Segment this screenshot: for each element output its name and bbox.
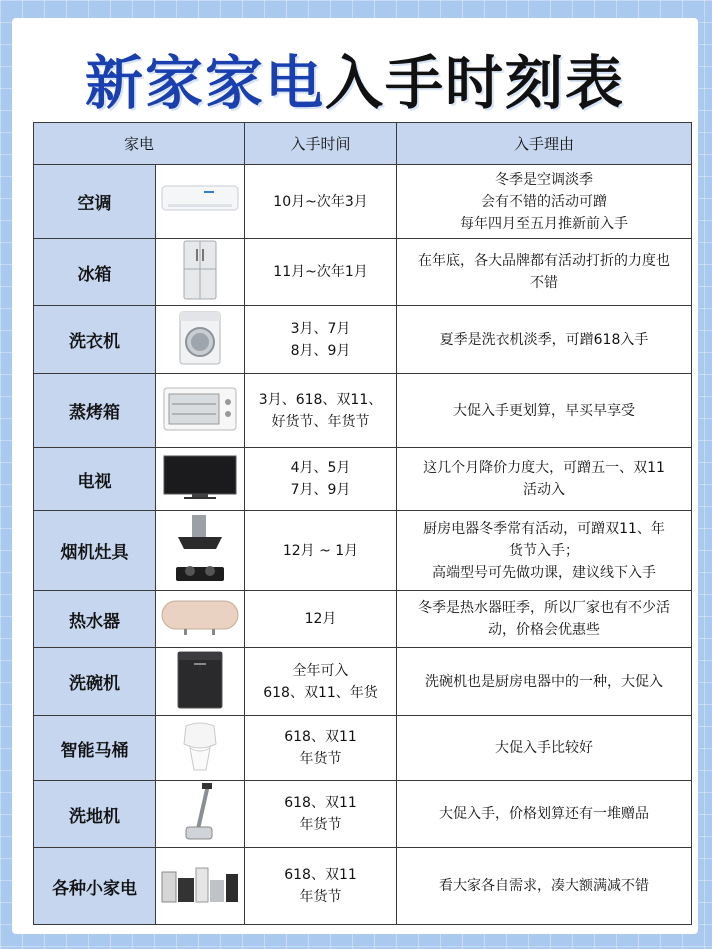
table-row [34, 165, 692, 239]
appliance-image-cell [156, 648, 245, 716]
floor-washer-icon [182, 781, 218, 847]
purchase-reason: 冬季是空调淡季 会有不错的活动可蹭 每年四月至五月推新前入手 [397, 165, 692, 239]
appliance-name: 蒸烤箱 [34, 374, 156, 448]
table-row [34, 716, 692, 781]
appliance-image-cell [156, 374, 245, 448]
appliance-name: 热水器 [34, 591, 156, 648]
header-appliance: 家电 [34, 123, 245, 165]
purchase-reason: 大促入手比较好 [397, 716, 692, 781]
water-heater-icon [160, 597, 240, 641]
appliance-name: 各种小家电 [34, 848, 156, 925]
purchase-time: 3月、7月 8月、9月 [245, 306, 397, 374]
purchase-reason: 大促入手更划算，早买早享受 [397, 374, 692, 448]
purchase-time: 全年可入 618、双11、年货 [245, 648, 397, 716]
appliance-name: 烟机灶具 [34, 511, 156, 591]
table-row [34, 591, 692, 648]
purchase-reason: 看大家各自需求，凑大额满减不错 [397, 848, 692, 925]
appliance-name: 洗碗机 [34, 648, 156, 716]
timetable-card [12, 18, 698, 934]
header-reason: 入手理由 [397, 123, 692, 165]
appliance-image-cell [156, 511, 245, 591]
appliance-image-cell [156, 716, 245, 781]
purchase-time: 3月、618、双11、 好货节、年货节 [245, 374, 397, 448]
table-row [34, 374, 692, 448]
washing-machine-icon [178, 310, 222, 370]
appliance-table [33, 122, 692, 925]
appliance-name: 空调 [34, 165, 156, 239]
purchase-reason: 大促入手，价格划算还有一堆赠品 [397, 781, 692, 848]
purchase-time: 11月~次年1月 [245, 239, 397, 306]
table-row [34, 781, 692, 848]
smart-toilet-icon [176, 718, 224, 778]
table-row [34, 306, 692, 374]
oven-icon [162, 386, 238, 436]
appliance-image-cell [156, 448, 245, 511]
appliance-image-cell [156, 239, 245, 306]
table-row [34, 848, 692, 925]
appliance-image-cell [156, 165, 245, 239]
table-row [34, 511, 692, 591]
appliance-name: 洗衣机 [34, 306, 156, 374]
tv-icon [162, 454, 238, 504]
purchase-reason: 在年底，各大品牌都有活动打折的力度也 不错 [397, 239, 692, 306]
purchase-reason: 洗碗机也是厨房电器中的一种，大促入 [397, 648, 692, 716]
appliance-name: 冰箱 [34, 239, 156, 306]
appliance-name: 洗地机 [34, 781, 156, 848]
refrigerator-icon [182, 239, 218, 305]
purchase-time: 10月~次年3月 [245, 165, 397, 239]
appliance-name: 电视 [34, 448, 156, 511]
page-title [12, 36, 698, 120]
appliance-image-cell [156, 848, 245, 925]
table-row [34, 648, 692, 716]
purchase-reason: 厨房电器冬季常有活动，可蹭双11、年 货节入手； 高端型号可先做功课，建议线下入手 [397, 511, 692, 591]
range-hood-stove-icon [170, 513, 230, 589]
purchase-reason: 冬季是热水器旺季，所以厂家也有不少活 动，价格会优惠些 [397, 591, 692, 648]
appliance-image-cell [156, 591, 245, 648]
appliance-image-cell [156, 781, 245, 848]
small-appliances-icon [160, 862, 240, 910]
purchase-time: 12月 ~ 1月 [245, 511, 397, 591]
purchase-reason: 这几个月降价力度大，可蹭五一、双11 活动入 [397, 448, 692, 511]
purchase-time: 12月 [245, 591, 397, 648]
table-row [34, 448, 692, 511]
title-black-part: 入手时刻表 [325, 49, 626, 117]
purchase-time: 618、双11 年货节 [245, 716, 397, 781]
purchase-time: 618、双11 年货节 [245, 848, 397, 925]
table-header-row [34, 123, 692, 165]
dishwasher-icon [176, 650, 224, 714]
purchase-time: 4月、5月 7月、9月 [245, 448, 397, 511]
air-conditioner-icon [160, 182, 240, 222]
appliance-name: 智能马桶 [34, 716, 156, 781]
header-time: 入手时间 [245, 123, 397, 165]
table-row [34, 239, 692, 306]
title-blue-part: 新家家电 [84, 49, 325, 117]
appliance-image-cell [156, 306, 245, 374]
purchase-time: 618、双11 年货节 [245, 781, 397, 848]
purchase-reason: 夏季是洗衣机淡季，可蹭618入手 [397, 306, 692, 374]
